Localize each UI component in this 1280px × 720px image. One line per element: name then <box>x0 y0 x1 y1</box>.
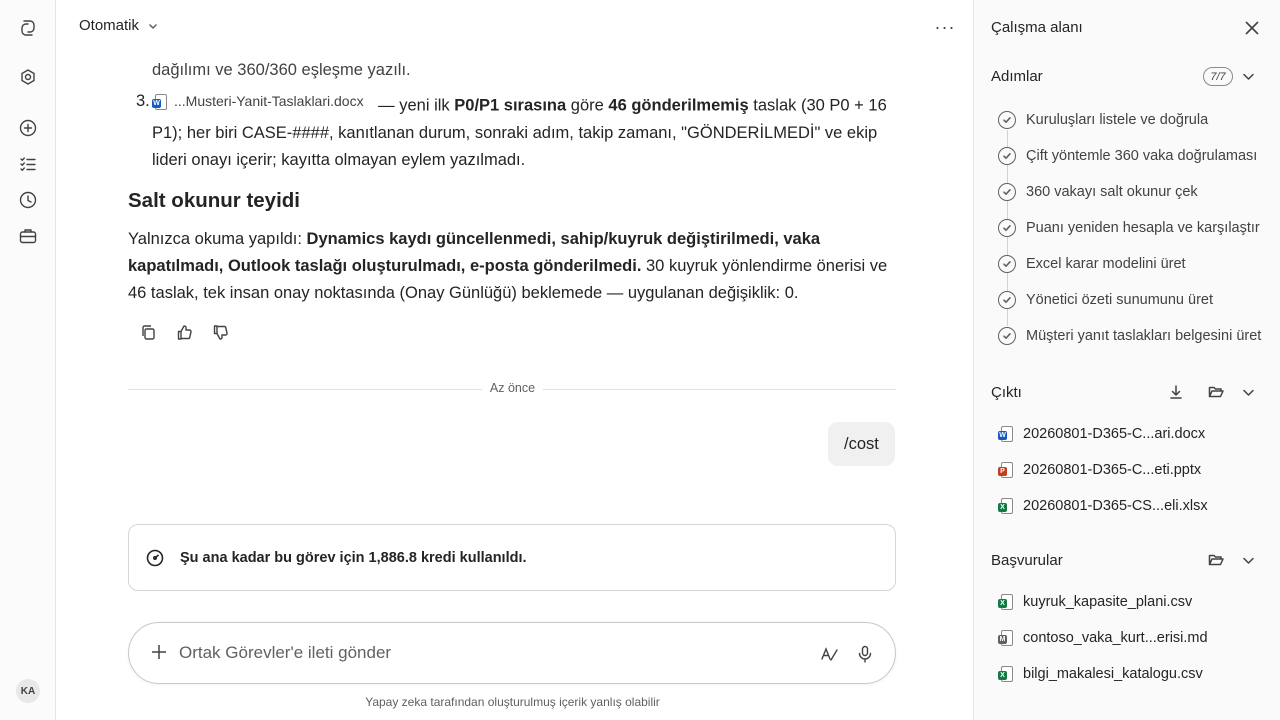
reference-file-item[interactable] <box>998 626 1208 650</box>
list-number: 3. <box>136 92 150 110</box>
powerpoint-file-icon: P <box>998 462 1014 478</box>
step-item <box>998 216 1260 240</box>
main-area <box>56 0 973 720</box>
paragraph <box>128 226 896 307</box>
output-file-item[interactable] <box>998 494 1208 518</box>
chevron-down-icon <box>147 20 159 32</box>
gauge-icon <box>146 549 164 567</box>
model-selector[interactable] <box>79 17 159 34</box>
text-span: 30 kuyruk yönlendirme önerisi ve 46 taslak, tek insan onay noktasında (Onay Günlüğü) beklemede — uygulanan değişiklik: 0. <box>128 257 888 302</box>
folder-open-icon[interactable] <box>1206 550 1226 570</box>
workspace-panel <box>973 0 1280 720</box>
bold-span: Dynamics kaydı güncellenmedi, sahip/kuyruk değiştirilmedi, vaka kapatılmadı, Outlook taslağı oluşturulmadı, e-posta gönderilmedi. <box>128 230 821 275</box>
reference-file-item[interactable] <box>998 590 1192 614</box>
new-chat-icon[interactable] <box>17 117 39 139</box>
step-label: Müşteri yanıt taslakları belgesini üret <box>1026 328 1262 344</box>
reference-file-item[interactable] <box>998 662 1203 686</box>
word-file-icon: W <box>152 94 168 110</box>
step-item <box>998 144 1257 168</box>
step-item <box>998 288 1213 312</box>
document-chip-label: ...Musteri-Yanit-Taslaklari.docx <box>174 93 364 109</box>
microphone-icon[interactable] <box>853 642 877 666</box>
avatar[interactable]: KA <box>16 679 40 703</box>
step-label: Puanı yeniden hesapla ve karşılaştır <box>1026 220 1260 236</box>
ai-disclaimer: Yapay zeka tarafından oluşturulmuş içerik yanlış olabilir <box>365 695 660 709</box>
output-file-item[interactable] <box>998 458 1201 482</box>
add-icon[interactable] <box>149 642 171 664</box>
check-circle-icon <box>998 327 1016 345</box>
step-label: Kuruluşları listele ve doğrula <box>1026 112 1209 128</box>
agents-icon[interactable] <box>17 67 39 89</box>
panel-title: Çalışma alanı <box>991 19 1083 36</box>
word-file-icon: W <box>998 426 1014 442</box>
check-circle-icon <box>998 111 1016 129</box>
check-circle-icon <box>998 291 1016 309</box>
thumbs-down-icon[interactable] <box>208 320 232 344</box>
file-name: 20260801-D365-C...eti.pptx <box>1023 462 1202 478</box>
close-icon[interactable] <box>1241 17 1263 39</box>
tasks-icon[interactable] <box>17 153 39 175</box>
left-rail <box>0 0 56 720</box>
file-name: 20260801-D365-CS...eli.xlsx <box>1023 498 1208 514</box>
credits-text: Şu ana kadar bu görev için 1,886.8 kredi kullanıldı. <box>180 549 527 566</box>
document-chip[interactable] <box>152 88 364 115</box>
step-item <box>998 324 1261 348</box>
file-name: bilgi_makalesi_katalogu.csv <box>1023 666 1203 682</box>
check-circle-icon <box>998 219 1016 237</box>
step-item <box>998 180 1198 204</box>
copy-icon[interactable] <box>136 320 160 344</box>
briefcase-icon[interactable] <box>17 225 39 247</box>
thumbs-up-icon[interactable] <box>172 320 196 344</box>
download-icon[interactable] <box>1166 382 1186 402</box>
markdown-file-icon: M <box>998 630 1014 646</box>
file-name: 20260801-D365-C...ari.docx <box>1023 426 1206 442</box>
text-span: taslak (30 P0 + 16 P1); her biri CASE-####, kanıtlanan durum, sonraki adım, takip zamanı, "GÖNDERİLMEDİ" ve ekip lideri onayı içerir; kayıtta olmayan eylem yazılmadı. <box>152 96 887 169</box>
excel-file-icon: X <box>998 498 1014 514</box>
excel-file-icon: X <box>998 666 1014 682</box>
step-item <box>998 252 1186 276</box>
message-line: dağılımı ve 360/360 eşleşme yazılı. <box>152 61 411 79</box>
steps-progress-badge: 7/7 <box>1203 67 1233 86</box>
excel-file-icon: X <box>998 594 1014 610</box>
section-heading: Salt okunur teyidi <box>128 189 300 212</box>
step-label: 360 vakayı salt okunur çek <box>1026 184 1198 200</box>
file-name: contoso_vaka_kurt...erisi.md <box>1023 630 1208 646</box>
user-message-bubble: /cost <box>828 422 895 466</box>
step-item <box>998 108 1208 132</box>
step-label: Yönetici özeti sunumunu üret <box>1026 292 1213 308</box>
text-span: göre <box>566 96 609 115</box>
credits-card <box>128 524 896 591</box>
text-span: Yalnızca okuma yapıldı: <box>128 230 307 248</box>
file-name: kuyruk_kapasite_plani.csv <box>1023 594 1193 610</box>
check-circle-icon <box>998 147 1016 165</box>
check-circle-icon <box>998 255 1016 273</box>
more-options-icon[interactable]: ··· <box>934 16 956 37</box>
check-circle-icon <box>998 183 1016 201</box>
chevron-down-icon[interactable] <box>1240 384 1256 400</box>
timestamp-label: Az önce <box>56 381 969 395</box>
message-input[interactable]: Ortak Görevler'e ileti gönder <box>179 643 392 662</box>
message-composer[interactable] <box>128 622 896 684</box>
model-label: Otomatik <box>79 17 140 34</box>
step-label: Çift yöntemle 360 vaka doğrulaması <box>1026 148 1258 164</box>
bold-span: P0/P1 sırasına <box>454 96 567 115</box>
bold-span: 46 gönderilmemiş <box>608 96 749 115</box>
step-label: Excel karar modelini üret <box>1026 256 1186 272</box>
text-span: — yeni ilk <box>373 96 455 115</box>
history-icon[interactable] <box>17 189 39 211</box>
chevron-down-icon[interactable] <box>1240 68 1256 84</box>
feedback-bar <box>136 320 232 344</box>
format-text-icon[interactable] <box>817 642 841 666</box>
output-file-item[interactable] <box>998 422 1205 446</box>
copilot-logo-icon[interactable] <box>17 17 39 39</box>
output-section-title: Çıktı <box>991 384 1022 401</box>
chevron-down-icon[interactable] <box>1240 552 1256 568</box>
references-section-title: Başvurular <box>991 552 1063 569</box>
folder-open-icon[interactable] <box>1206 382 1226 402</box>
list-item <box>128 88 896 174</box>
steps-section-title: Adımlar <box>991 68 1043 85</box>
